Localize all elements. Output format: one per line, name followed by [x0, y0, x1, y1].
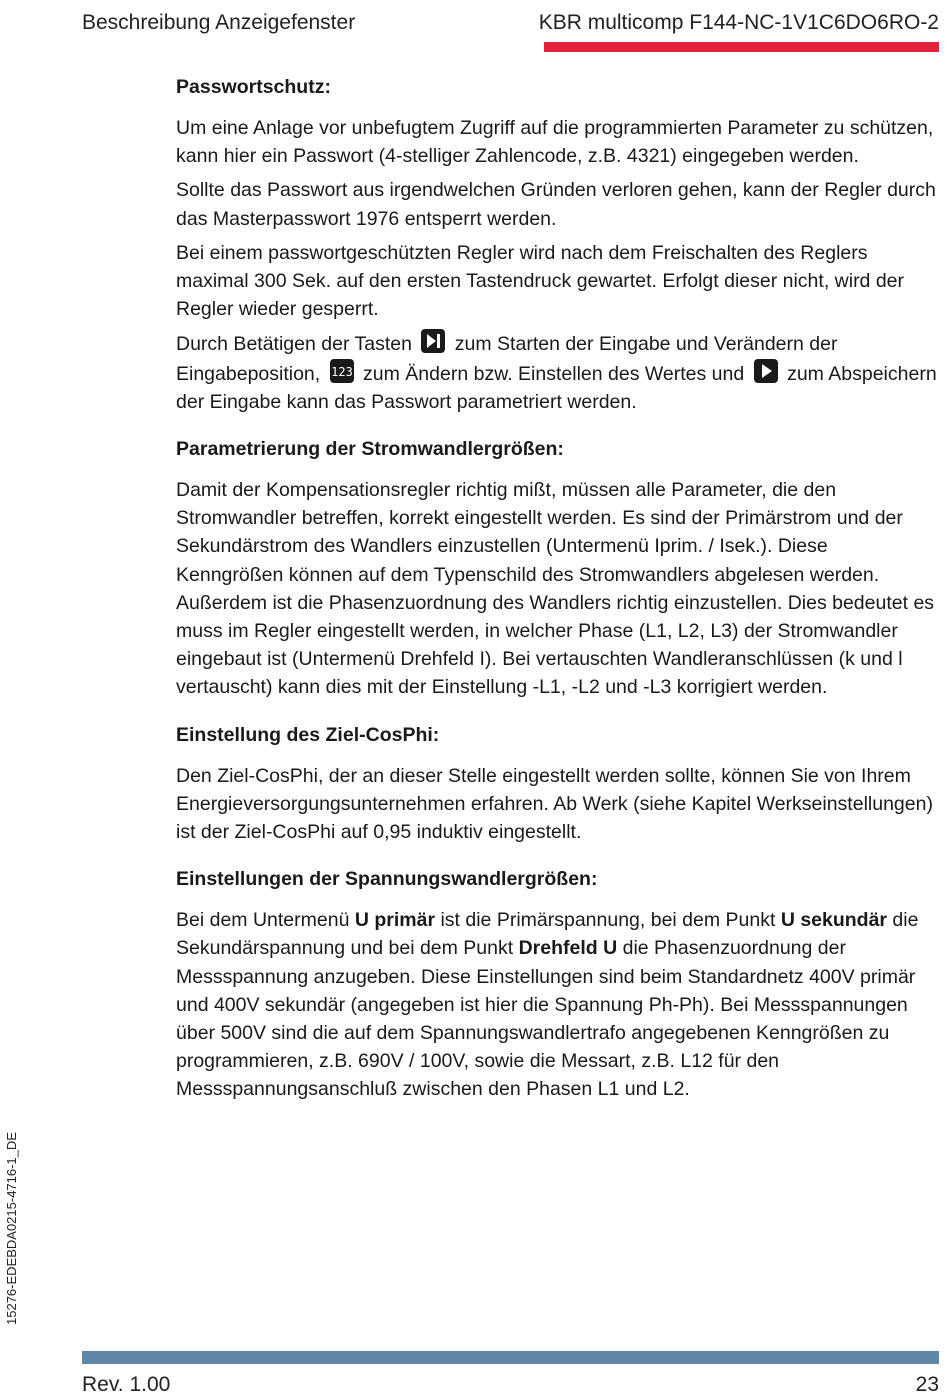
section-title-target-cosphi: Einstellung des Ziel-CosPhi: [176, 723, 440, 746]
text-run: Durch Betätigen der Tasten [176, 333, 412, 356]
section-target-cosphi [176, 720, 938, 847]
header-accent-bar [544, 42, 939, 52]
svg-text:123: 123 [330, 364, 353, 379]
text-run: zum Starten der Eingabe und Verändern der Eingabeposition, [176, 333, 838, 385]
footer-bar [82, 1351, 939, 1364]
section-title-voltage-transformer: Einstellungen der Spannungswandlergrößen: [176, 868, 598, 891]
footer-revision: Rev. 1.00 [82, 1373, 171, 1396]
text-run: ist die Primärspannung, bei dem Punkt [435, 909, 781, 932]
paragraph: Um eine Anlage vor unbefugtem Zugriff auf die programmierten Parameter zu schützen, kann hier ein Passwort (4-stelliger Zahlencode, z.B. 4321) eingegeben werden. [176, 117, 934, 168]
text-run: die Sekundärspannung und bei dem Punkt [176, 909, 919, 960]
skip-forward-key-icon [421, 329, 445, 353]
section-title-current-transformer: Parametrierung der Stromwandlergrößen: [176, 438, 564, 461]
section-title-password: Passwortschutz: [176, 76, 331, 98]
numeric-123-key-icon [330, 359, 354, 383]
paragraph: Damit der Kompensationsregler richtig mißt, müssen alle Parameter, die den Stromwandler betreffen, korrekt eingestellt werden. Es sind der Primärstrom und der Sekundärstrom des Wandlers einzustellen (Untermenü Iprim. / Isek.). Diese Kenngrößen können auf dem Typenschild des Stromwandlers abgelesen werden. Außerdem ist die Phasenzuordnung des Wandlers richtig einzustellen. Dies bedeutet es muss im Regler eingestellt werden, in welcher Phase (L1, L2, L3) der Stromwandler eingebaut ist (Untermenü Drehfeld I). Bei vertauschten Wandleranschlüssen (k und l vertauscht) kann dies mit der Einstellung -L1, -L2 und -L3 korrigiert werden. [176, 479, 935, 699]
paragraph [176, 906, 938, 1103]
bold-term: U sekundär [780, 909, 888, 932]
play-key-icon [754, 359, 778, 383]
section-current-transformer [176, 434, 938, 702]
section-voltage-transformer [176, 864, 938, 1103]
text-run: die Phasenzuordnung der Messspannung anzugeben. Diese Einstellungen sind beim Standardnetz 400V primär und 400V sekundär (angegeben ist hier die Spannung Ph-Ph). Bei Messspannungen über 500V sind die auf dem Spannungswandlertrafo angegebenen Kenngrößen zu programmieren, z.B. 690V / 100V, sowie die Messart, z.B. L12 für den Messspannungsanschluß zwischen den Phasen L1 und L2. [176, 937, 916, 1101]
section-password [176, 72, 938, 416]
text-run: Bei dem Untermenü [176, 909, 355, 932]
document-code: 15276-EDEBDA0215-4716-1_DE [4, 1132, 19, 1325]
header-product-title: KBR multicomp F144-NC-1V1C6DO6RO-2 [538, 11, 939, 34]
bold-term: U primär [354, 909, 436, 932]
paragraph-keys [176, 329, 938, 416]
page-number: 23 [915, 1373, 939, 1396]
paragraph: Bei einem passwortgeschützten Regler wird nach dem Freischalten des Reglers maximal 300 Sek. auf den ersten Tastendruck gewartet. Erfolgt dieser nicht, wird der Regler wieder gesperrt. [176, 241, 905, 321]
paragraph: Den Ziel-CosPhi, der an dieser Stelle eingestellt werden sollte, können Sie von Ihrem Energieversorgungsunternehmen erfahren. Ab Werk (siehe Kapitel Werkseinstellungen) ist der Ziel-CosPhi auf 0,95 induktiv eingestellt. [176, 764, 933, 844]
text-run: zum Ändern bzw. Einstellen des Wertes und [363, 362, 745, 385]
page-content [176, 72, 938, 1122]
text-run: zum Abspeichern der Eingabe kann das Passwort parametriert werden. [176, 362, 937, 413]
paragraph: Sollte das Passwort aus irgendwelchen Gründen verloren gehen, kann der Regler durch das Masterpasswort 1976 entsperrt werden. [176, 179, 936, 230]
bold-term: Drehfeld U [518, 937, 618, 960]
header-chapter-title: Beschreibung Anzeigefenster [82, 11, 356, 34]
